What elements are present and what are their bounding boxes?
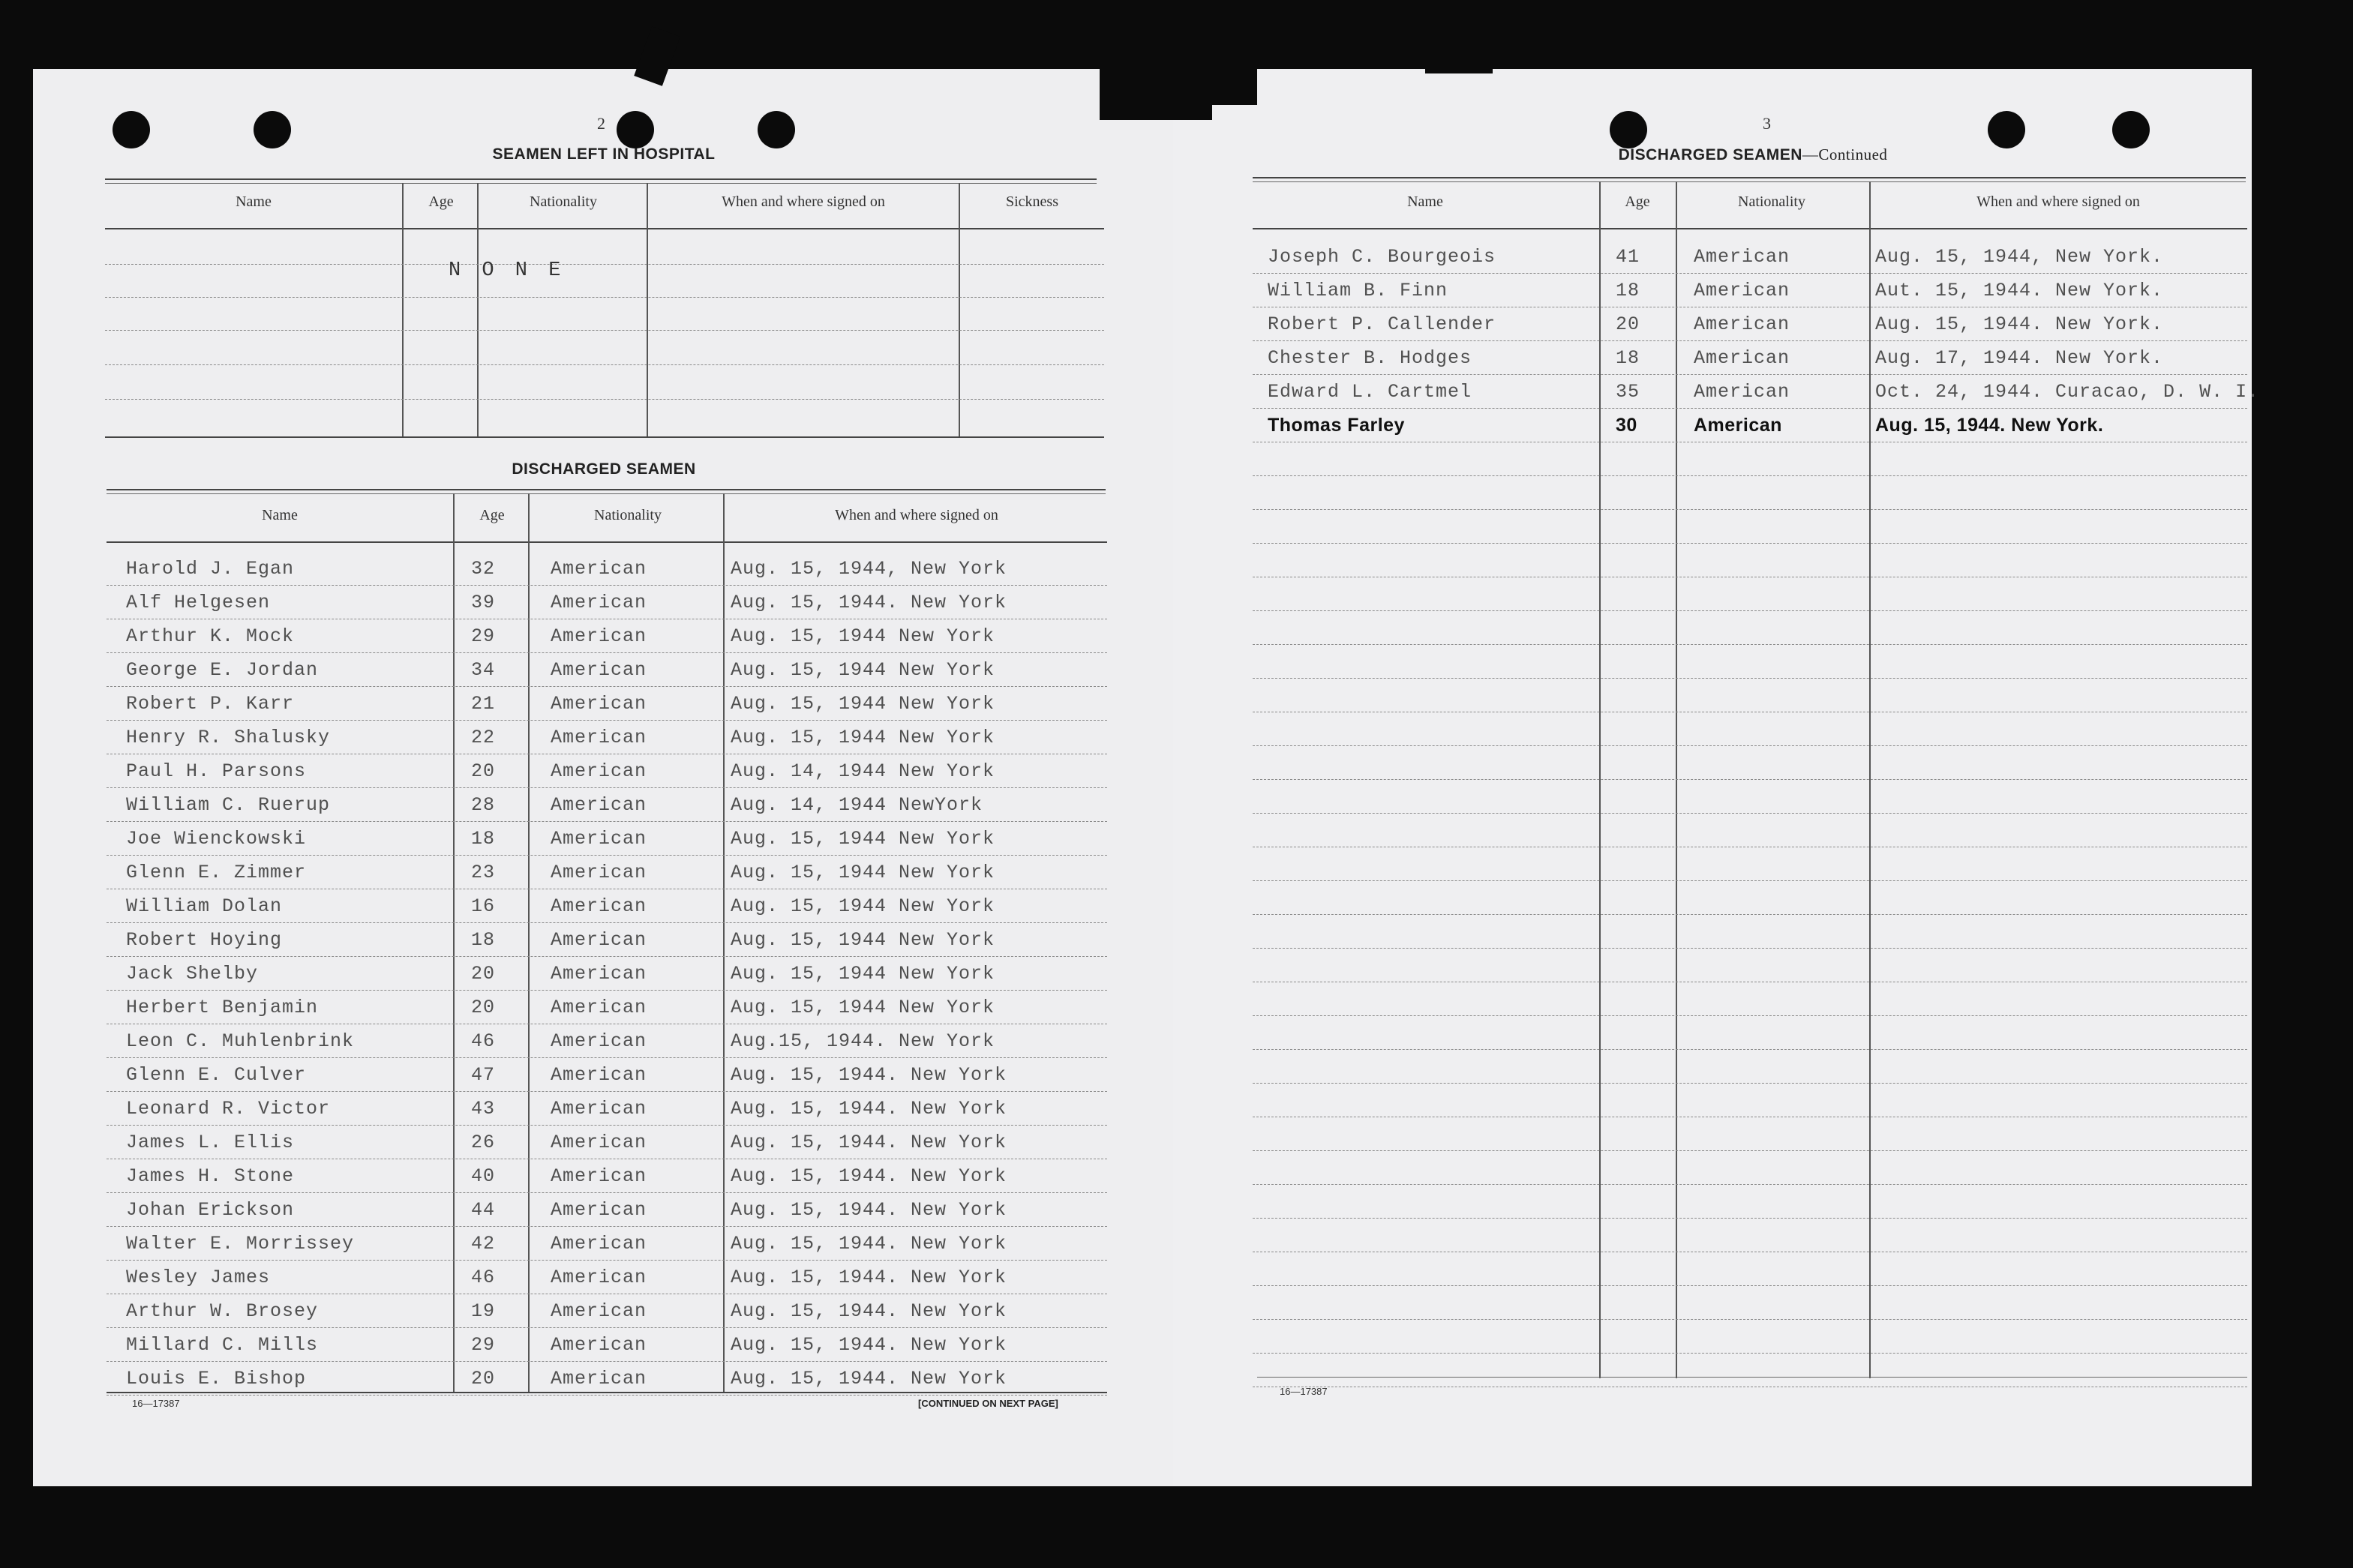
column-header: Name: [236, 193, 272, 210]
name-cell: Chester B. Hodges: [1268, 347, 1472, 369]
signed-on-cell: Oct. 24, 1944. Curacao, D. W. I.: [1875, 381, 2260, 403]
name-cell: James H. Stone: [126, 1165, 295, 1187]
nationality-cell: American: [551, 1199, 647, 1221]
nationality-cell: American: [551, 1334, 647, 1356]
age-cell: 44: [471, 1199, 496, 1221]
table-rule: [107, 493, 1106, 494]
hospital-section-title: SEAMEN LEFT IN HOSPITAL: [492, 145, 716, 163]
name-cell: Louis E. Bishop: [126, 1368, 307, 1390]
signed-on-cell: Aug. 15, 1944 New York: [731, 693, 995, 715]
signed-on-cell: Aug. 14, 1944 NewYork: [731, 794, 983, 816]
row-line: [1253, 1319, 2247, 1320]
row-line: [1253, 678, 2247, 679]
punch-hole: [1988, 111, 2025, 148]
age-cell: 20: [471, 1368, 496, 1390]
signed-on-cell: Aug. 15, 1944. New York: [731, 1233, 1007, 1255]
row-line: [105, 364, 1104, 365]
table-rule: [105, 228, 1104, 229]
name-cell: Walter E. Morrissey: [126, 1233, 355, 1255]
row-line: [1253, 779, 2247, 780]
page-number: 2: [597, 114, 605, 133]
signed-on-cell: Aug. 15, 1944. New York: [731, 1132, 1007, 1153]
name-cell: Arthur K. Mock: [126, 625, 295, 647]
row-line: [105, 297, 1104, 298]
punch-hole: [2112, 111, 2150, 148]
name-cell: Wesley James: [126, 1267, 271, 1288]
table-rule: [107, 541, 1107, 543]
name-cell: Robert P. Callender: [1268, 313, 1496, 335]
signed-on-cell: Aug. 14, 1944 New York: [731, 760, 995, 782]
signed-on-cell: Aug. 15, 1944. New York: [731, 592, 1007, 613]
row-line: [107, 990, 1107, 991]
name-cell: James L. Ellis: [126, 1132, 295, 1153]
age-cell: 39: [471, 592, 496, 613]
nationality-cell: American: [551, 592, 647, 613]
title-suffix: —Continued: [1802, 145, 1888, 163]
table-rule: [105, 178, 1097, 180]
age-cell: 35: [1616, 381, 1640, 403]
name-cell: Glenn E. Zimmer: [126, 862, 307, 883]
age-cell: 29: [471, 625, 496, 647]
column-divider: [453, 493, 455, 1393]
column-header: Sickness: [1006, 193, 1058, 210]
row-line: [107, 1192, 1107, 1193]
nationality-cell: American: [551, 1300, 647, 1322]
row-line: [1253, 1083, 2247, 1084]
page-number: 3: [1763, 114, 1771, 133]
nationality-cell: American: [551, 1064, 647, 1086]
name-cell: Thomas Farley: [1268, 415, 1405, 436]
row-line: [1253, 1150, 2247, 1151]
column-header: Name: [262, 507, 298, 523]
table-rule: [1253, 228, 2247, 229]
name-cell: Millard C. Mills: [126, 1334, 319, 1356]
age-cell: 42: [471, 1233, 496, 1255]
nationality-cell: American: [1694, 381, 1790, 403]
age-cell: 47: [471, 1064, 496, 1086]
name-cell: Johan Erickson: [126, 1199, 295, 1221]
age-cell: 32: [471, 558, 496, 580]
table-rule: [107, 1392, 1107, 1393]
column-header: Nationality: [1738, 193, 1805, 210]
column-header: Name: [1407, 193, 1443, 210]
row-line: [107, 787, 1107, 788]
discharged-continued-title: [1254, 145, 2252, 164]
column-divider: [1869, 181, 1871, 1378]
age-cell: 20: [471, 963, 496, 985]
signed-on-cell: Aug. 15, 1944. New York: [731, 1199, 1007, 1221]
column-header: Nationality: [594, 507, 662, 523]
row-line: [1253, 340, 2247, 341]
name-cell: William B. Finn: [1268, 280, 1448, 301]
age-cell: 18: [1616, 280, 1640, 301]
signed-on-cell: Aug. 15, 1944 New York: [731, 929, 995, 951]
row-line: [1253, 1049, 2247, 1050]
signed-on-cell: Aug. 15, 1944. New York: [731, 1300, 1007, 1322]
row-line: [1253, 475, 2247, 476]
punch-hole: [758, 111, 795, 148]
row-line: [1253, 1015, 2247, 1016]
nationality-cell: American: [1694, 313, 1790, 335]
signed-on-cell: Aug. 15, 1944 New York: [731, 895, 995, 917]
row-line: [1253, 1353, 2247, 1354]
column-header: When and where signed on: [835, 507, 998, 523]
row-line: [1253, 948, 2247, 949]
punch-hole: [254, 111, 291, 148]
signed-on-cell: Aug. 15, 1944 New York: [731, 659, 995, 681]
nationality-cell: American: [551, 1233, 647, 1255]
row-line: [1253, 374, 2247, 375]
age-cell: 41: [1616, 246, 1640, 268]
form-number: 16—17387: [1280, 1386, 1328, 1397]
row-line: [1253, 914, 2247, 915]
signed-on-cell: Aug. 15, 1944 New York: [731, 625, 995, 647]
signed-on-cell: Aug. 15, 1944 New York: [731, 997, 995, 1018]
signed-on-cell: Aug. 15, 1944, New York.: [1875, 246, 2164, 268]
row-line: [1253, 644, 2247, 645]
age-cell: 34: [471, 659, 496, 681]
row-line: [1253, 543, 2247, 544]
table-rule: [1257, 1377, 2247, 1378]
row-line: [1253, 880, 2247, 881]
age-cell: 40: [471, 1165, 496, 1187]
age-cell: 20: [471, 760, 496, 782]
signed-on-cell: Aug. 15, 1944. New York: [731, 1098, 1007, 1120]
signed-on-cell: Aug. 15, 1944, New York: [731, 558, 1007, 580]
age-cell: 26: [471, 1132, 496, 1153]
row-line: [107, 855, 1107, 856]
row-line: [107, 1395, 1107, 1396]
form-number: 16—17387: [132, 1398, 180, 1409]
name-cell: Harold J. Egan: [126, 558, 295, 580]
nationality-cell: American: [1694, 347, 1790, 369]
torn-edge: [1425, 60, 1493, 73]
column-header: Age: [428, 193, 454, 210]
nationality-cell: American: [1694, 246, 1790, 268]
row-line: [1253, 1184, 2247, 1185]
column-header: Age: [479, 507, 505, 523]
name-cell: Alf Helgesen: [126, 592, 271, 613]
column-header: Nationality: [530, 193, 597, 210]
signed-on-cell: Aug. 15, 1944. New York: [731, 1334, 1007, 1356]
signed-on-cell: Aug. 15, 1944 New York: [731, 963, 995, 985]
signed-on-cell: Aug. 15, 1944. New York: [731, 1165, 1007, 1187]
age-cell: 20: [471, 997, 496, 1018]
age-cell: 22: [471, 727, 496, 748]
nationality-cell: American: [551, 1030, 647, 1052]
signed-on-cell: Aug. 15, 1944. New York: [731, 1064, 1007, 1086]
row-line: [107, 922, 1107, 923]
row-line: [107, 1361, 1107, 1362]
column-header: When and where signed on: [722, 193, 885, 210]
signed-on-cell: Aug. 15, 1944. New York.: [1875, 313, 2164, 335]
nationality-cell: American: [551, 1368, 647, 1390]
nationality-cell: American: [551, 659, 647, 681]
row-line: [1253, 1218, 2247, 1219]
name-cell: William Dolan: [126, 895, 283, 917]
signed-on-cell: Aug. 15, 1944. New York: [731, 1368, 1007, 1390]
row-line: [1253, 1285, 2247, 1286]
name-cell: Joseph C. Bourgeois: [1268, 246, 1496, 268]
name-cell: Edward L. Cartmel: [1268, 381, 1472, 403]
torn-edge: [1100, 45, 1212, 120]
table-rule: [107, 489, 1106, 490]
row-line: [1253, 610, 2247, 611]
name-cell: William C. Ruerup: [126, 794, 331, 816]
row-line: [1253, 273, 2247, 274]
row-line: [105, 264, 1104, 265]
nationality-cell: American: [551, 1132, 647, 1153]
row-line: [107, 1091, 1107, 1092]
name-cell: Arthur W. Brosey: [126, 1300, 319, 1322]
discharged-section-title: DISCHARGED SEAMEN: [512, 460, 696, 478]
name-cell: Leon C. Muhlenbrink: [126, 1030, 355, 1052]
nationality-cell: American: [1694, 280, 1790, 301]
row-line: [1253, 745, 2247, 746]
table-rule: [1253, 177, 2246, 178]
age-cell: 20: [1616, 313, 1640, 335]
nationality-cell: American: [551, 794, 647, 816]
age-cell: 28: [471, 794, 496, 816]
nationality-cell: American: [551, 1165, 647, 1187]
age-cell: 18: [471, 828, 496, 850]
row-line: [107, 956, 1107, 957]
row-line: [107, 720, 1107, 721]
signed-on-cell: Aug.15, 1944. New York: [731, 1030, 995, 1052]
name-cell: Robert Hoying: [126, 929, 283, 951]
nationality-cell: American: [551, 558, 647, 580]
punch-hole: [617, 111, 654, 148]
column-divider: [1599, 181, 1601, 1378]
name-cell: Glenn E. Culver: [126, 1064, 307, 1086]
nationality-cell: American: [551, 760, 647, 782]
row-line: [107, 652, 1107, 653]
age-cell: 21: [471, 693, 496, 715]
age-cell: 23: [471, 862, 496, 883]
row-line: [105, 399, 1104, 400]
nationality-cell: American: [551, 1098, 647, 1120]
row-line: [107, 1057, 1107, 1058]
row-line: [107, 686, 1107, 687]
signed-on-cell: Aug. 15, 1944. New York.: [1875, 415, 2104, 436]
row-line: [107, 1327, 1107, 1328]
row-line: [107, 1226, 1107, 1227]
nationality-cell: American: [551, 1267, 647, 1288]
name-cell: Robert P. Karr: [126, 693, 295, 715]
age-cell: 16: [471, 895, 496, 917]
row-line: [1253, 408, 2247, 409]
row-line: [107, 585, 1107, 586]
table-rule: [1253, 181, 2246, 182]
age-cell: 18: [471, 929, 496, 951]
age-cell: 18: [1616, 347, 1640, 369]
age-cell: 19: [471, 1300, 496, 1322]
age-cell: 46: [471, 1267, 496, 1288]
torn-edge: [1212, 60, 1257, 105]
column-header: When and where signed on: [1976, 193, 2140, 210]
age-cell: 30: [1616, 415, 1637, 436]
column-divider: [528, 493, 530, 1393]
signed-on-cell: Aut. 15, 1944. New York.: [1875, 280, 2164, 301]
title-main: DISCHARGED SEAMEN: [1618, 146, 1802, 163]
age-cell: 46: [471, 1030, 496, 1052]
nationality-cell: American: [551, 929, 647, 951]
name-cell: Paul H. Parsons: [126, 760, 307, 782]
signed-on-cell: Aug. 15, 1944 New York: [731, 862, 995, 883]
punch-hole: [1610, 111, 1647, 148]
name-cell: Joe Wienckowski: [126, 828, 307, 850]
nationality-cell: American: [551, 895, 647, 917]
nationality-cell: American: [551, 862, 647, 883]
nationality-cell: American: [1694, 415, 1782, 436]
nationality-cell: American: [551, 625, 647, 647]
row-line: [1253, 813, 2247, 814]
signed-on-cell: Aug. 15, 1944 New York: [731, 828, 995, 850]
name-cell: George E. Jordan: [126, 659, 319, 681]
name-cell: Herbert Benjamin: [126, 997, 319, 1018]
age-cell: 29: [471, 1334, 496, 1356]
column-divider: [1676, 181, 1677, 1378]
table-rule: [105, 436, 1104, 438]
row-line: [107, 821, 1107, 822]
nationality-cell: American: [551, 997, 647, 1018]
row-line: [107, 1260, 1107, 1261]
column-header: Age: [1625, 193, 1650, 210]
punch-hole: [113, 111, 150, 148]
name-cell: Jack Shelby: [126, 963, 259, 985]
column-divider: [723, 493, 725, 1393]
row-line: [107, 1125, 1107, 1126]
age-cell: 43: [471, 1098, 496, 1120]
name-cell: Leonard R. Victor: [126, 1098, 331, 1120]
row-line: [105, 330, 1104, 331]
signed-on-cell: Aug. 15, 1944 New York: [731, 727, 995, 748]
table-rule: [105, 183, 1097, 184]
nationality-cell: American: [551, 727, 647, 748]
row-line: [1253, 509, 2247, 510]
continued-note: [CONTINUED ON NEXT PAGE]: [918, 1398, 1058, 1409]
name-cell: Henry R. Shalusky: [126, 727, 331, 748]
signed-on-cell: Aug. 15, 1944. New York: [731, 1267, 1007, 1288]
nationality-cell: American: [551, 693, 647, 715]
nationality-cell: American: [551, 828, 647, 850]
signed-on-cell: Aug. 17, 1944. New York.: [1875, 347, 2164, 369]
nationality-cell: American: [551, 963, 647, 985]
none-entry: N O N E: [449, 259, 566, 282]
